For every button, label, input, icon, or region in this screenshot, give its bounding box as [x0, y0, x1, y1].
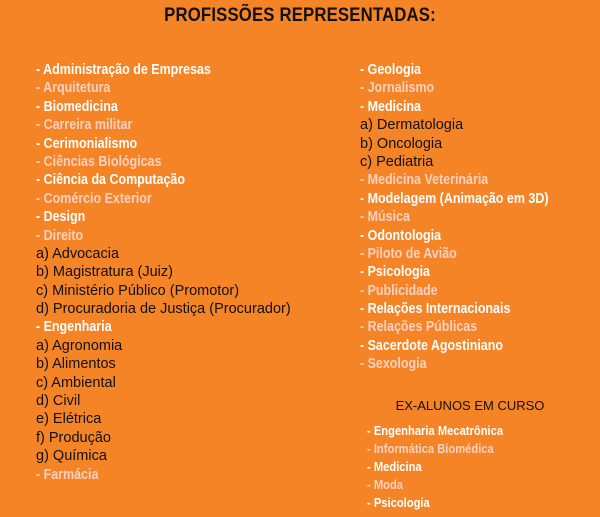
profession-label: - Design: [36, 209, 86, 226]
page-title: PROFISSÕES REPRESENTADAS:: [164, 5, 436, 26]
professions-list-left: [36, 60, 291, 483]
list-item: [360, 336, 579, 354]
list-subitem: [36, 354, 291, 372]
list-item: [36, 317, 291, 335]
list-item: [360, 262, 579, 280]
list-item: [360, 354, 579, 372]
profession-label: - Sexologia: [360, 356, 427, 373]
subitem-label: c) Pediatria: [360, 153, 434, 170]
profession-label: - Direito: [36, 227, 84, 244]
list-item: [36, 226, 291, 244]
profession-label: - Administração de Empresas: [36, 62, 211, 78]
profession-label: - Medicina: [360, 98, 421, 115]
subitem-label: a) Agronomia: [36, 337, 123, 354]
list-item: [360, 281, 579, 299]
ex-alunos-list: [367, 421, 525, 511]
profession-label: - Comércio Exterior: [36, 190, 152, 207]
profession-label: - Medicina Veterinária: [360, 172, 489, 189]
profession-label: - Moda: [367, 477, 404, 492]
list-item: [36, 97, 291, 115]
list-item: [360, 226, 579, 244]
list-item: [36, 189, 291, 207]
list-item: [360, 299, 579, 317]
list-subitem: [36, 262, 291, 280]
profession-label: - Psicologia: [360, 264, 430, 281]
list-item: [360, 60, 579, 78]
subitem-label: f) Produção: [36, 429, 111, 446]
subitem-label: d) Procuradoria de Justiça (Procurador): [36, 301, 291, 318]
list-subitem: [36, 373, 291, 391]
list-subitem: [360, 115, 579, 133]
list-item: [360, 97, 579, 115]
profession-label: - Odontologia: [360, 227, 442, 244]
profession-label: - Informática Biomédica: [367, 441, 494, 456]
profession-label: - Ciências Biológicas: [36, 153, 162, 170]
profession-label: - Jornalismo: [360, 80, 435, 97]
list-subitem: [360, 134, 579, 152]
list-subitem: [36, 299, 291, 317]
list-subitem: [36, 244, 291, 262]
subitem-label: b) Oncologia: [360, 135, 443, 152]
subitem-label: a) Advocacia: [36, 245, 120, 262]
subitem-label: b) Alimentos: [36, 356, 116, 373]
profession-label: - Farmácia: [36, 466, 99, 483]
list-subitem: [36, 446, 291, 464]
list-item: [360, 317, 579, 335]
list-item: [36, 115, 291, 133]
profession-label: - Geologia: [360, 62, 421, 78]
list-item: [360, 189, 579, 207]
list-item: [36, 78, 291, 96]
list-item: [367, 493, 525, 511]
list-subitem: [36, 391, 291, 409]
list-item: [367, 439, 525, 457]
profession-label: - Cerimonialismo: [36, 135, 138, 152]
list-item: [360, 207, 579, 225]
list-item: [367, 421, 525, 439]
subitem-label: e) Elétrica: [36, 411, 102, 428]
profession-label: - Relações Internacionais: [360, 301, 511, 318]
profession-label: - Engenharia: [36, 319, 112, 336]
profession-label: - Piloto de Avião: [360, 245, 457, 262]
profession-label: - Publicidade: [360, 282, 438, 299]
list-item: [36, 207, 291, 225]
list-subitem: [36, 428, 291, 446]
profession-label: - Medicina: [367, 459, 422, 474]
subitem-label: c) Ambiental: [36, 374, 116, 391]
list-item: [367, 475, 525, 493]
subitem-label: c) Ministério Público (Promotor): [36, 282, 240, 299]
profession-label: - Música: [360, 209, 410, 226]
ex-alunos-heading: EX-ALUNOS EM CURSO: [395, 398, 545, 413]
list-item: [36, 134, 291, 152]
profession-label: - Modelagem (Animação em 3D): [360, 190, 549, 207]
list-item: [360, 170, 579, 188]
professions-list-right: [360, 60, 579, 373]
profession-label: - Carreira militar: [36, 117, 133, 134]
list-item: [36, 60, 291, 78]
list-item: [36, 152, 291, 170]
list-subitem: [36, 409, 291, 427]
profession-label: - Engenharia Mecatrônica: [367, 423, 504, 438]
list-subitem: [360, 152, 579, 170]
list-item: [36, 465, 291, 483]
profession-label: - Ciência da Computação: [36, 172, 185, 189]
list-item: [367, 457, 525, 475]
profession-label: - Sacerdote Agostiniano: [360, 337, 503, 354]
subitem-label: a) Dermatologia: [360, 117, 464, 134]
profession-label: - Biomedicina: [36, 98, 118, 115]
profession-label: - Arquitetura: [36, 80, 111, 97]
list-item: [36, 170, 291, 188]
subitem-label: g) Química: [36, 448, 107, 465]
profession-label: - Relações Públicas: [360, 319, 478, 336]
subitem-label: d) Civil: [36, 393, 81, 410]
list-item: [360, 78, 579, 96]
list-subitem: [36, 281, 291, 299]
list-subitem: [36, 336, 291, 354]
subitem-label: b) Magistratura (Juiz): [36, 264, 173, 281]
list-item: [360, 244, 579, 262]
profession-label: - Psicologia: [367, 495, 430, 510]
